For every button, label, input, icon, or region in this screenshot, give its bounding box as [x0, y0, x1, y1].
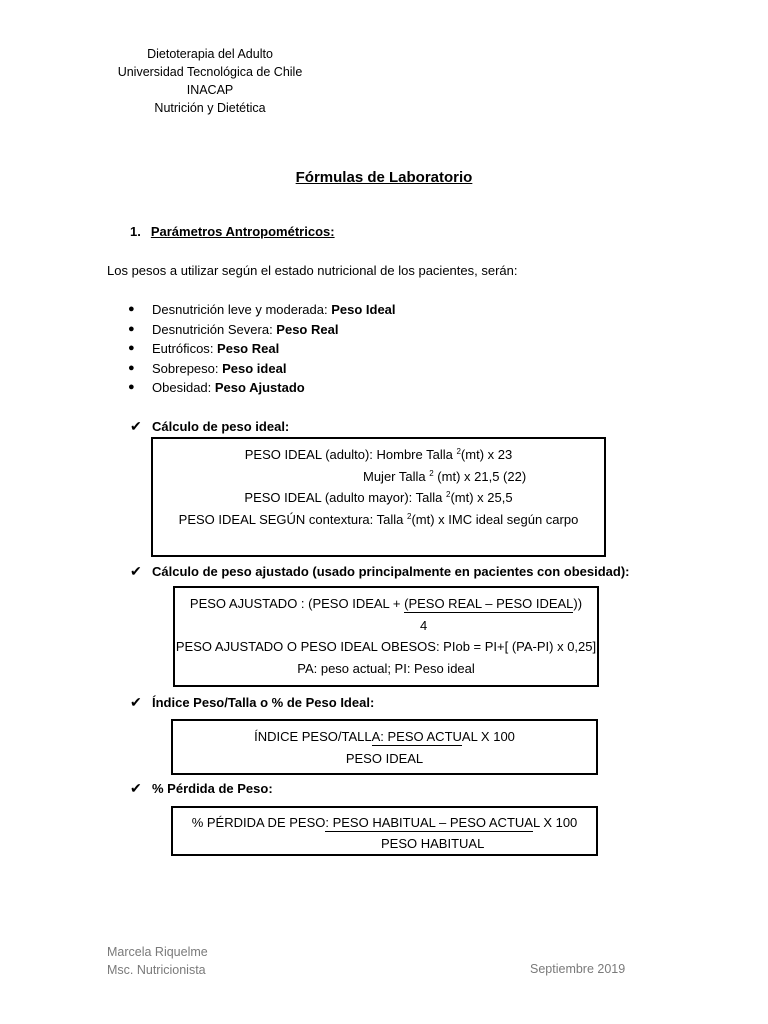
heading-peso-ajustado: ✔ Cálculo de peso ajustado (usado principalmente en pacientes con obesidad): — [130, 563, 630, 579]
checkmark-icon: ✔ — [130, 694, 142, 710]
section-heading — [130, 224, 335, 239]
formula-line: PESO AJUSTADO : (PESO IDEAL + (PESO REAL – PESO IDEAL)) — [189, 596, 583, 611]
formula-line: PESO IDEAL SEGÚN contextura: Talla $^2$(mt) x IMC ideal según carpo — [178, 512, 579, 527]
formula-box-peso-ideal — [151, 437, 606, 557]
formula-box-indice — [171, 719, 598, 775]
formula-denominator: PESO IDEAL — [345, 751, 424, 766]
bullet-icon: ● — [128, 322, 135, 335]
footer-date: Septiembre 2019 — [530, 962, 626, 976]
list-item: ● Sobrepeso: Peso ideal — [128, 359, 396, 379]
formula-line: PA: peso actual; PI: Peso ideal — [297, 661, 475, 676]
formula-line: Mujer Talla $^2$ (mt) x 21,5 (22) — [363, 469, 527, 484]
section-label: Parámetros Antropométricos: — [150, 224, 335, 239]
list-item: ● Obesidad: Peso Ajustado — [128, 378, 396, 398]
formula-line: ÍNDICE PESO/TALLA: PESO ACTUAL X 100 — [254, 729, 515, 744]
heading-peso-ideal: ✔ Cálculo de peso ideal: — [130, 418, 290, 434]
course-name: Dietoterapia del Adulto — [147, 47, 273, 61]
list-item: ● Desnutrición Severa: Peso Real — [128, 320, 396, 340]
program-name: Nutrición y Dietética — [154, 101, 266, 115]
bullet-icon: ● — [128, 361, 135, 374]
list-item: ● Desnutrición leve y moderada: Peso Ideal — [128, 300, 396, 320]
checkmark-icon: ✔ — [130, 780, 142, 796]
page-title: Fórmulas de Laboratorio — [295, 169, 473, 186]
formula-denominator: 4 — [420, 618, 428, 633]
intro-paragraph: Los pesos a utilizar según el estado nutricional de los pacientes, serán: — [107, 263, 518, 278]
bullet-icon: ● — [128, 342, 135, 354]
heading-perdida: ✔ % Pérdida de Peso: — [130, 780, 273, 796]
author-degree: Msc. Nutricionista — [107, 963, 206, 977]
bullet-icon: ● — [128, 303, 135, 315]
university-name: Universidad Tecnológica de Chile INACAP — [117, 65, 303, 97]
heading-indice: ✔ Índice Peso/Talla o % de Peso Ideal: — [130, 694, 375, 710]
formula-box-peso-ajustado — [173, 586, 599, 687]
bullet-icon: ● — [128, 381, 135, 393]
section-number: 1. — [130, 224, 141, 239]
weight-status-list — [128, 300, 396, 398]
checkmark-icon: ✔ — [130, 563, 142, 579]
formula-box-perdida — [171, 806, 598, 856]
author-name: Marcela Riquelme — [107, 945, 208, 959]
list-item: ● Eutróficos: Peso Real — [128, 339, 396, 359]
header-institution — [100, 45, 320, 117]
formula-line: % PÉRDIDA DE PESO: PESO HABITUAL – PESO ACTUAL X 100 — [191, 815, 578, 830]
formula-line: PESO IDEAL (adulto): Hombre Talla $^2$(mt) x 23 — [244, 447, 513, 462]
checkmark-icon: ✔ — [130, 418, 142, 434]
formula-line: PESO IDEAL (adulto mayor): Talla $^2$(mt) x 25,5 — [244, 490, 513, 505]
footer-author — [107, 943, 208, 979]
formula-line: PESO AJUSTADO O PESO IDEAL OBESOS: PIob = PI+[ (PA-PI) x 0,25] — [175, 639, 597, 654]
formula-denominator: PESO HABITUAL — [381, 836, 485, 851]
